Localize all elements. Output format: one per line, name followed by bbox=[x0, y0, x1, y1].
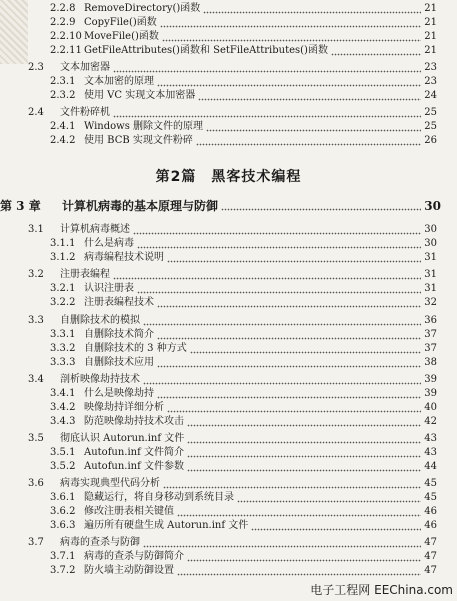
subsection-entry bbox=[0, 134, 437, 148]
entry-title: 遍历所有硬盘生成 Autorun.inf 文件 bbox=[84, 520, 249, 531]
leader-dots bbox=[157, 387, 421, 401]
entry-page: 47 bbox=[424, 565, 437, 576]
entry-number: 3.1.2 bbox=[50, 252, 76, 263]
entry-number: 3.2.1 bbox=[50, 283, 76, 294]
leader-dots bbox=[206, 120, 421, 134]
entry-title: 认识注册表 bbox=[84, 283, 134, 294]
section-entry bbox=[0, 106, 437, 120]
subsection-entry bbox=[0, 44, 437, 58]
subsection-entry bbox=[0, 356, 437, 370]
entry-page: 21 bbox=[424, 3, 437, 14]
entry-page: 21 bbox=[424, 45, 437, 56]
entry-page: 31 bbox=[424, 269, 437, 280]
subsection-entry bbox=[0, 401, 437, 415]
entry-title: 文本加密的原理 bbox=[84, 76, 154, 87]
leader-dots bbox=[190, 342, 421, 356]
subsection-entry bbox=[0, 491, 437, 505]
entry-title: 修改注册表相关键值 bbox=[84, 506, 174, 517]
leader-dots bbox=[137, 282, 421, 296]
entry-title: 病毒的查杀与防御简介 bbox=[84, 551, 184, 562]
section-entry bbox=[0, 536, 437, 550]
leader-dots bbox=[162, 30, 421, 44]
entry-title: RemoveDirectory()函数 bbox=[84, 3, 201, 14]
entry-page: 23 bbox=[424, 76, 437, 87]
section-entry bbox=[0, 477, 437, 491]
entry-title: 映像劫持详细分析 bbox=[84, 402, 164, 413]
entry-number: 3.7 bbox=[28, 537, 44, 548]
entry-title: 隐藏运行，将自身移动到系统目录 bbox=[84, 492, 234, 503]
subsection-entry bbox=[0, 328, 437, 342]
entry-number: 2.2.11 bbox=[50, 45, 82, 56]
entry-title: 剖析映像劫持技术 bbox=[60, 374, 140, 385]
entry-number: 3.2.2 bbox=[50, 297, 76, 308]
entry-title: 彻底认识 Autorun.inf 文件 bbox=[60, 433, 185, 444]
leader-dots bbox=[187, 432, 421, 446]
chapter-entry bbox=[0, 199, 441, 213]
entry-page: 46 bbox=[424, 506, 437, 517]
entry-page: 39 bbox=[424, 374, 437, 385]
entry-title: 自删除技术的模拟 bbox=[60, 315, 140, 326]
entry-title: 病毒的查杀与防御 bbox=[60, 537, 140, 548]
entry-title: GetFileAttributes()函数和 SetFileAttributes()函数 bbox=[84, 45, 328, 56]
entry-title: 使用 BCB 实现文件粉碎 bbox=[84, 135, 193, 146]
entry-number: 3.2 bbox=[28, 269, 44, 280]
leader-dots bbox=[133, 223, 421, 237]
leader-dots bbox=[167, 251, 421, 265]
entry-page: 30 bbox=[424, 238, 437, 249]
leader-dots bbox=[177, 505, 421, 519]
entry-page: 30 bbox=[424, 199, 441, 213]
entry-page: 46 bbox=[424, 520, 437, 531]
entry-page: 30 bbox=[424, 224, 437, 235]
leader-dots bbox=[137, 237, 421, 251]
entry-number: 3.4.3 bbox=[50, 416, 76, 427]
section-entry bbox=[0, 223, 437, 237]
section-entry bbox=[0, 61, 437, 75]
section-entry bbox=[0, 373, 437, 387]
entry-page: 36 bbox=[424, 315, 437, 326]
entry-title: 病毒实现典型代码分析 bbox=[60, 478, 160, 489]
entry-page: 31 bbox=[424, 283, 437, 294]
entry-page: 45 bbox=[424, 492, 437, 503]
leader-dots bbox=[157, 356, 421, 370]
subsection-entry bbox=[0, 564, 437, 578]
entry-number: 2.4.1 bbox=[50, 121, 76, 132]
leader-dots bbox=[203, 2, 421, 16]
leader-dots bbox=[143, 536, 421, 550]
leader-dots bbox=[187, 415, 421, 429]
watermark: 电子工程网 EEChina.com bbox=[310, 583, 453, 597]
entry-number: 2.3.1 bbox=[50, 76, 76, 87]
entry-title: 什么是病毒 bbox=[84, 238, 134, 249]
entry-number: 2.3 bbox=[28, 62, 44, 73]
entry-page: 26 bbox=[424, 135, 437, 146]
subsection-entry bbox=[0, 75, 437, 89]
leader-dots bbox=[221, 199, 421, 213]
part-title: 第2篇 黑客技术编程 bbox=[155, 169, 302, 185]
subsection-entry bbox=[0, 519, 437, 533]
entry-number: 3.5.2 bbox=[50, 461, 76, 472]
entry-number: 3.7.1 bbox=[50, 551, 76, 562]
entry-title: 文件粉碎机 bbox=[60, 107, 110, 118]
leader-dots bbox=[187, 446, 421, 460]
leader-dots bbox=[187, 550, 421, 564]
entry-title: 注册表编程技术 bbox=[84, 297, 154, 308]
entry-number: 第 3 章 bbox=[0, 199, 41, 213]
entry-number: 3.4 bbox=[28, 374, 44, 385]
entry-page: 40 bbox=[424, 402, 437, 413]
entry-page: 24 bbox=[424, 90, 437, 101]
entry-page: 47 bbox=[424, 537, 437, 548]
entry-page: 42 bbox=[424, 416, 437, 427]
entry-page: 32 bbox=[424, 297, 437, 308]
subsection-entry bbox=[0, 460, 437, 474]
subsection-entry bbox=[0, 415, 437, 429]
entry-number: 2.2.8 bbox=[50, 3, 76, 14]
subsection-entry bbox=[0, 282, 437, 296]
entry-title: 文本加密器 bbox=[60, 62, 110, 73]
leader-dots bbox=[187, 460, 421, 474]
entry-page: 47 bbox=[424, 551, 437, 562]
leader-dots bbox=[143, 314, 421, 328]
entry-number: 2.2.9 bbox=[50, 17, 76, 28]
entry-title: 防范映像劫持技术攻击 bbox=[84, 416, 184, 427]
entry-title: 自删除技术应用 bbox=[84, 357, 154, 368]
entry-title: 自删除技术的 3 种方式 bbox=[84, 343, 187, 354]
entry-number: 3.1.1 bbox=[50, 238, 76, 249]
subsection-entry bbox=[0, 2, 437, 16]
entry-title: Autofun.inf 文件参数 bbox=[84, 461, 184, 472]
entry-number: 3.6 bbox=[28, 478, 44, 489]
leader-dots bbox=[251, 519, 421, 533]
section-entry bbox=[0, 314, 437, 328]
entry-title: 自删除技术简介 bbox=[84, 329, 154, 340]
entry-page: 43 bbox=[424, 447, 437, 458]
subsection-entry bbox=[0, 16, 437, 30]
entry-page: 39 bbox=[424, 388, 437, 399]
subsection-entry bbox=[0, 120, 437, 134]
section-entry bbox=[0, 268, 437, 282]
subsection-entry bbox=[0, 342, 437, 356]
entry-page: 38 bbox=[424, 357, 437, 368]
subsection-entry bbox=[0, 446, 437, 460]
leader-dots bbox=[113, 61, 421, 75]
entry-number: 3.6.1 bbox=[50, 492, 76, 503]
leader-dots bbox=[198, 89, 421, 103]
leader-dots bbox=[237, 491, 421, 505]
entry-number: 3.7.2 bbox=[50, 565, 76, 576]
entry-number: 3.3.2 bbox=[50, 343, 76, 354]
entry-title: CopyFile()函数 bbox=[84, 17, 157, 28]
leader-dots bbox=[113, 268, 421, 282]
subsection-entry bbox=[0, 550, 437, 564]
entry-title: MoveFile()函数 bbox=[84, 31, 159, 42]
entry-title: 什么是映像劫持 bbox=[84, 388, 154, 399]
leader-dots bbox=[196, 134, 421, 148]
entry-page: 21 bbox=[424, 17, 437, 28]
leader-dots bbox=[167, 401, 421, 415]
entry-title: Windows 删除文件的原理 bbox=[84, 121, 204, 132]
leader-dots bbox=[177, 564, 421, 578]
leader-dots bbox=[143, 373, 421, 387]
entry-title: 使用 VC 实现文本加密器 bbox=[84, 90, 196, 101]
entry-number: 3.3 bbox=[28, 315, 44, 326]
entry-title: 防火墙主动防御设置 bbox=[84, 565, 174, 576]
entry-number: 3.5 bbox=[28, 433, 44, 444]
leader-dots bbox=[157, 75, 421, 89]
entry-title: 计算机病毒的基本原理与防御 bbox=[62, 199, 219, 213]
subsection-entry bbox=[0, 237, 437, 251]
leader-dots bbox=[163, 477, 421, 491]
entry-page: 44 bbox=[424, 461, 437, 472]
entry-page: 25 bbox=[424, 121, 437, 132]
entry-page: 45 bbox=[424, 478, 437, 489]
entry-title: Autofun.inf 文件简介 bbox=[84, 447, 184, 458]
entry-number: 3.6.3 bbox=[50, 520, 76, 531]
section-entry bbox=[0, 432, 437, 446]
entry-number: 3.3.1 bbox=[50, 329, 76, 340]
leader-dots bbox=[157, 296, 421, 310]
entry-page: 21 bbox=[424, 31, 437, 42]
entry-number: 3.4.2 bbox=[50, 402, 76, 413]
entry-number: 2.4.2 bbox=[50, 135, 76, 146]
entry-title: 计算机病毒概述 bbox=[60, 224, 130, 235]
entry-number: 3.3.3 bbox=[50, 357, 76, 368]
leader-dots bbox=[157, 328, 421, 342]
entry-page: 37 bbox=[424, 329, 437, 340]
entry-page: 43 bbox=[424, 433, 437, 444]
entry-page: 23 bbox=[424, 62, 437, 73]
subsection-entry bbox=[0, 387, 437, 401]
entry-number: 3.6.2 bbox=[50, 506, 76, 517]
leader-dots bbox=[331, 44, 421, 58]
entry-page: 25 bbox=[424, 107, 437, 118]
subsection-entry bbox=[0, 505, 437, 519]
entry-page: 37 bbox=[424, 343, 437, 354]
entry-number: 3.1 bbox=[28, 224, 44, 235]
entry-page: 31 bbox=[424, 252, 437, 263]
entry-number: 2.3.2 bbox=[50, 90, 76, 101]
subsection-entry bbox=[0, 251, 437, 265]
entry-number: 3.5.1 bbox=[50, 447, 76, 458]
entry-number: 3.4.1 bbox=[50, 388, 76, 399]
subsection-entry bbox=[0, 296, 437, 310]
entry-number: 2.4 bbox=[28, 107, 44, 118]
entry-title: 病毒编程技术说明 bbox=[84, 252, 164, 263]
leader-dots bbox=[160, 16, 421, 30]
entry-title: 注册表编程 bbox=[60, 269, 110, 280]
leader-dots bbox=[113, 106, 421, 120]
entry-number: 2.2.10 bbox=[50, 31, 82, 42]
subsection-entry bbox=[0, 30, 437, 44]
subsection-entry bbox=[0, 89, 437, 103]
